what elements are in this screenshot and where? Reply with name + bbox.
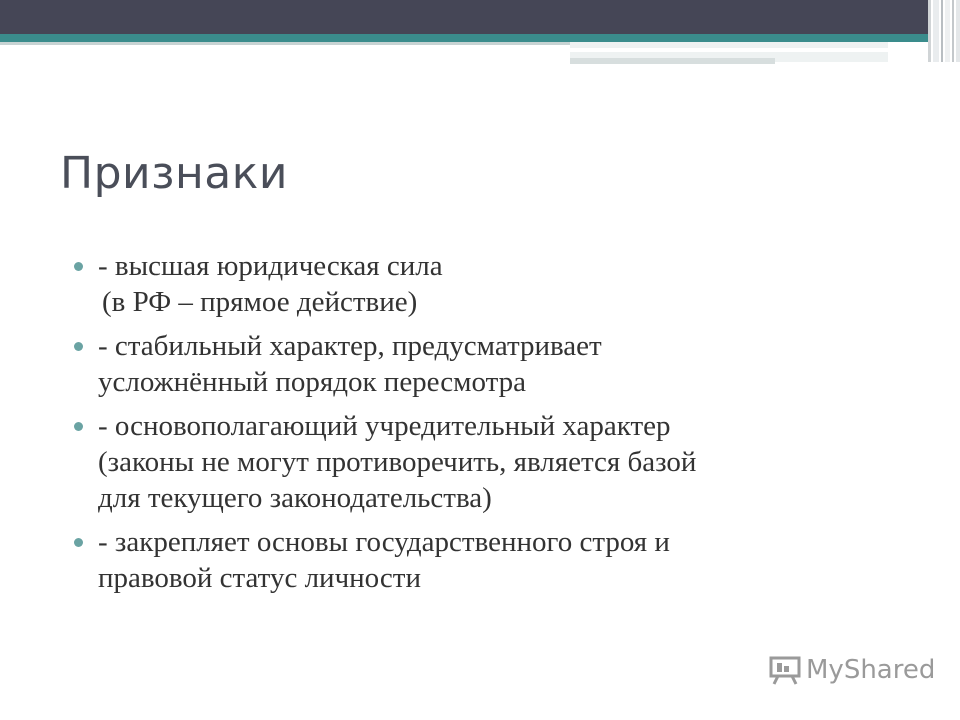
header-teal-bar	[0, 34, 928, 42]
bullet-text: для текущего законодательства)	[98, 482, 492, 514]
header-dark-bar	[0, 0, 928, 34]
watermark-text: MyShared	[806, 655, 936, 685]
header-decoration	[0, 0, 960, 34]
bullet-text: - стабильный характер, предусматривает	[98, 330, 602, 362]
bullet-dot-icon	[74, 342, 83, 351]
bullet-item	[74, 524, 874, 596]
bullet-text: - основополагающий учредительный характер	[98, 410, 671, 442]
bullet-text: - закрепляет основы государственного строя и	[98, 526, 670, 558]
bullet-item	[74, 408, 874, 516]
bullet-list	[74, 248, 874, 604]
header-white-line	[570, 48, 888, 52]
bullet-dot-icon	[74, 422, 83, 431]
bullet-subtext: (в РФ – прямое действие)	[102, 286, 418, 318]
slide-title: Признаки	[60, 148, 288, 199]
bullet-item	[74, 248, 874, 320]
header-light-line	[0, 42, 570, 45]
bullet-text: правовой статус личности	[98, 562, 421, 594]
header-vertical-stripes	[928, 0, 960, 62]
bullet-dot-icon	[74, 262, 83, 271]
bullet-text: (законы не могут противоречить, является базой	[98, 446, 697, 478]
presentation-board-icon	[768, 655, 802, 685]
bullet-dot-icon	[74, 538, 83, 547]
bullet-item	[74, 328, 874, 400]
bullet-text: - высшая юридическая сила	[98, 250, 443, 282]
header-grey-line	[570, 58, 775, 64]
watermark-logo	[768, 655, 935, 685]
bullet-text: усложнённый порядок пересмотра	[98, 366, 527, 398]
